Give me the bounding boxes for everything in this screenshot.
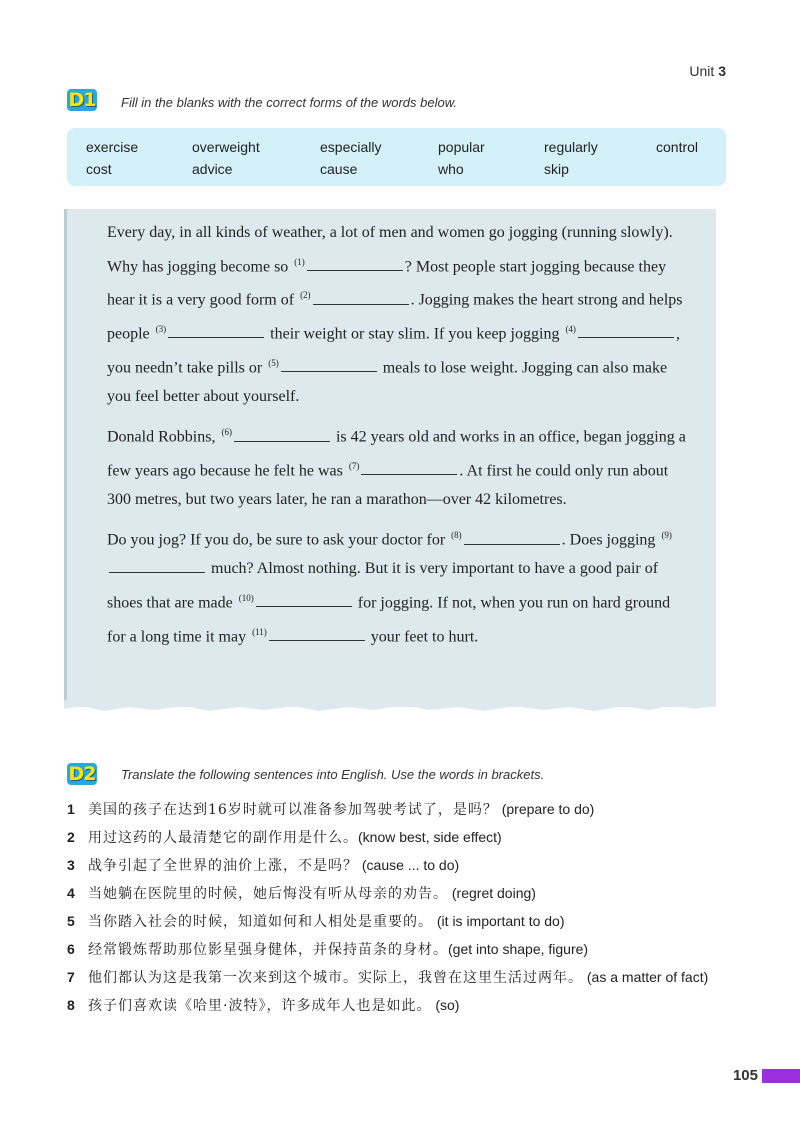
torn-paper-edge bbox=[64, 700, 716, 714]
hint-words: (get into shape, figure) bbox=[448, 941, 589, 957]
passage-segment: . At first he could only run about 300 metres, but two years later, he ran a marathon—over 42 kilometres. bbox=[107, 462, 669, 508]
passage-segment: . Jogging makes the heart strong and helps people bbox=[107, 291, 683, 343]
hint-words: (know best, side effect) bbox=[358, 829, 502, 845]
answer-blank-1[interactable] bbox=[307, 255, 403, 271]
hint-words: (regret doing) bbox=[451, 885, 536, 901]
translation-item bbox=[67, 992, 727, 1020]
d1-badge: D1 bbox=[68, 89, 96, 111]
answer-blank-7[interactable] bbox=[361, 459, 457, 475]
hint-words: (cause ... to do) bbox=[361, 857, 460, 873]
passage-segment: your feet to hurt. bbox=[370, 627, 479, 645]
chinese-sentence: 当她躺在医院里的时候，她后悔没有听从母亲的劝告。 bbox=[88, 886, 448, 902]
passage-segment: , you needn’t take pills or bbox=[107, 325, 680, 377]
page-color-bar bbox=[762, 1069, 800, 1083]
answer-blank-8[interactable] bbox=[464, 529, 560, 545]
word-regularly: regularly bbox=[544, 139, 598, 155]
answer-blank-4[interactable] bbox=[578, 322, 674, 338]
passage-segment: Every day, in all kinds of weather, a lot of men and women go jogging (running slowly). Why has jogging become so bbox=[107, 224, 673, 275]
blank-number: (1) bbox=[294, 256, 305, 267]
answer-blank-3[interactable] bbox=[168, 322, 264, 338]
chinese-sentence: 他们都认为这是我第一次来到这个城市。实际上，我曾在这里生活过两年。 bbox=[88, 970, 583, 986]
word-especially: especially bbox=[320, 139, 382, 155]
blank-number: (11) bbox=[252, 626, 267, 637]
translation-item bbox=[67, 908, 727, 936]
item-number: 4 bbox=[67, 885, 75, 901]
page-number: 105 bbox=[732, 1067, 758, 1084]
translation-item bbox=[67, 796, 727, 824]
item-number: 2 bbox=[67, 829, 75, 845]
item-number: 3 bbox=[67, 857, 75, 873]
translation-item bbox=[67, 936, 727, 964]
chinese-sentence: 美国的孩子在达到16岁时就可以准备参加驾驶考试了，是吗？ bbox=[88, 802, 498, 818]
word-box bbox=[67, 128, 726, 186]
chinese-sentence: 经常锻炼帮助那位影星强身健体，并保持苗条的身材。 bbox=[88, 942, 448, 958]
answer-blank-9[interactable] bbox=[109, 557, 205, 573]
word-exercise: exercise bbox=[86, 139, 139, 155]
blank-number: (4) bbox=[565, 324, 576, 335]
passage-segment: . Does jogging bbox=[561, 531, 656, 549]
answer-blank-2[interactable] bbox=[313, 289, 409, 305]
passage-segment: their weight or stay slim. If you keep jogging bbox=[270, 325, 560, 343]
hint-words: (as a matter of fact) bbox=[586, 969, 709, 985]
d1-instruction: Fill in the blanks with the correct forms of the words below. bbox=[121, 95, 457, 110]
blank-number: (5) bbox=[268, 357, 279, 368]
passage-segment: Donald Robbins, bbox=[107, 428, 216, 446]
hint-words: (it is important to do) bbox=[436, 913, 565, 929]
item-number: 7 bbox=[67, 969, 75, 985]
translation-list bbox=[67, 796, 727, 1020]
blank-number: (3) bbox=[155, 324, 167, 335]
translation-item bbox=[67, 880, 727, 908]
blank-number: (8) bbox=[451, 530, 462, 541]
blank-number: (10) bbox=[238, 592, 254, 603]
translation-item bbox=[67, 824, 727, 852]
chinese-sentence: 孩子们喜欢读《哈里·波特》，许多成年人也是如此。 bbox=[88, 998, 432, 1014]
hint-words: (so) bbox=[435, 997, 460, 1013]
word-cost: cost bbox=[86, 161, 112, 177]
blank-number: (6) bbox=[221, 427, 232, 438]
hint-words: (prepare to do) bbox=[501, 801, 595, 817]
passage-segment: much? Almost nothing. But it is very important to have a good pair of shoes that are made bbox=[107, 560, 659, 612]
word-control: control bbox=[656, 139, 699, 155]
word-advice: advice bbox=[192, 161, 233, 177]
blank-number: (2) bbox=[300, 290, 311, 301]
blank-number: (7) bbox=[348, 461, 360, 472]
blank-number: (9) bbox=[661, 530, 672, 541]
answer-blank-11[interactable] bbox=[269, 625, 365, 641]
passage-text bbox=[107, 219, 687, 658]
word-popular: popular bbox=[438, 139, 485, 155]
passage-paragraph-1 bbox=[107, 219, 687, 411]
passage-segment: is 42 years old and works in an office, began jogging a few years ago because he felt he was bbox=[107, 428, 686, 480]
passage-segment: for jogging. If not, when you run on hard ground for a long time it may bbox=[107, 594, 671, 645]
answer-blank-10[interactable] bbox=[256, 591, 352, 607]
item-number: 1 bbox=[67, 801, 75, 817]
passage-segment: ? Most people start jogging because they hear it is a very good form of bbox=[107, 257, 667, 309]
answer-blank-5[interactable] bbox=[281, 356, 377, 372]
d2-badge: D2 bbox=[68, 763, 96, 785]
answer-blank-6[interactable] bbox=[234, 426, 330, 442]
chinese-sentence: 战争引起了全世界的油价上涨，不是吗？ bbox=[88, 858, 358, 874]
word-overweight: overweight bbox=[192, 139, 260, 155]
passage-paragraph-2 bbox=[107, 418, 687, 514]
word-cause: cause bbox=[320, 161, 358, 177]
unit-number: 3 bbox=[718, 63, 726, 79]
d2-instruction: Translate the following sentences into English. Use the words in brackets. bbox=[121, 767, 545, 782]
passage-segment: meals to lose weight. Jogging can also make you feel better about yourself. bbox=[107, 359, 668, 405]
word-skip: skip bbox=[544, 161, 569, 177]
unit-prefix: Unit bbox=[689, 63, 715, 79]
chinese-sentence: 当你踏入社会的时候，知道如何和人相处是重要的。 bbox=[88, 914, 433, 930]
chinese-sentence: 用过这药的人最清楚它的副作用是什么。 bbox=[88, 830, 358, 846]
passage-panel bbox=[64, 209, 716, 707]
item-number: 6 bbox=[67, 941, 75, 957]
item-number: 8 bbox=[67, 997, 75, 1013]
word-who: who bbox=[438, 161, 464, 177]
passage-segment: Do you jog? If you do, be sure to ask your doctor for bbox=[107, 531, 446, 549]
unit-label bbox=[689, 63, 726, 79]
translation-item bbox=[67, 852, 727, 880]
passage-paragraph-3 bbox=[107, 521, 687, 651]
translation-item bbox=[67, 964, 727, 992]
item-number: 5 bbox=[67, 913, 75, 929]
